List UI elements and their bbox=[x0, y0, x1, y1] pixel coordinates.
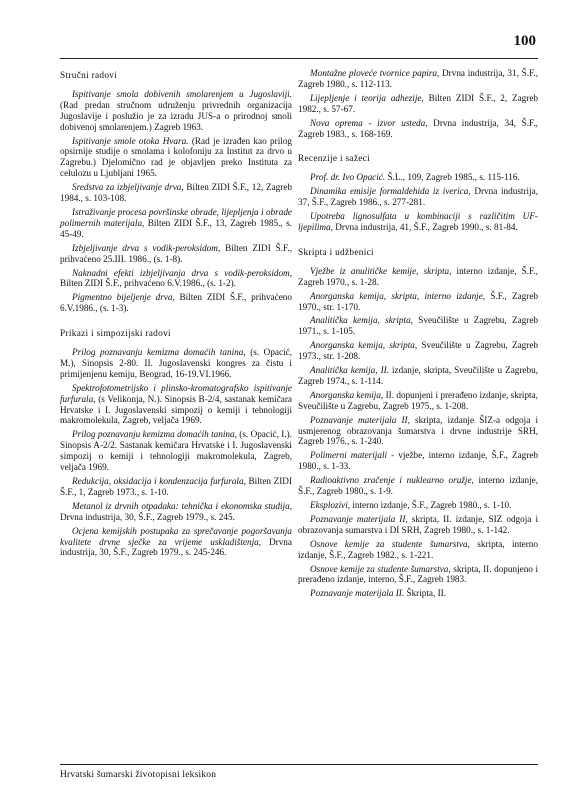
bibliography-entry bbox=[60, 526, 292, 559]
entry-title: Anorganska kemija, skripta, bbox=[310, 340, 418, 351]
bibliography-entry bbox=[298, 365, 538, 387]
entry-details: (Rad predan stručnom udruženju privrednih organizacija Jugoslavije i poslužio je za izradu JUS-a o prirodnoj smoli dobivenoj smolarenjem.) Zagreb 1963. bbox=[60, 99, 292, 132]
bibliography-entry bbox=[60, 243, 292, 265]
entry-details: Drvna industrija, 37, Š.F., Zagreb 1986., s. 277-281. bbox=[298, 186, 538, 208]
entry-details: skripta, II. dopunjeno i prerađeno izdanje, interno, Š.F., Zagreb 1983. bbox=[298, 563, 539, 585]
footer-rule bbox=[60, 764, 538, 765]
entry-title: Istraživanje procesa površinske obrade, lijepljenja i obrade polimernih materijala, bbox=[60, 206, 292, 228]
section-heading: Recenzije i sažeci bbox=[298, 154, 370, 165]
bibliography-entry bbox=[298, 415, 538, 448]
entry-details: - vježbe, interno izdanje, Š.F., Zagreb 1980., s. 1-33. bbox=[298, 450, 538, 472]
bibliography-entry bbox=[298, 588, 538, 599]
section-heading: Prikazi i simpozijski radovi bbox=[60, 329, 171, 340]
entry-details: Bilten ZIDI Š.F., prihvaćeno 6.V.1986., (s. 1-2). bbox=[60, 278, 236, 289]
entry-details: skripta, izdanje ŠIZ-a odgoja i usmjerenog obrazovanja šumarstva i drvne industrije SRH, Zagreb 1976., s. 1-240. bbox=[298, 414, 538, 447]
section-heading: Skripta i udžbenici bbox=[298, 247, 374, 258]
bibliography-entry bbox=[298, 390, 538, 412]
bibliography-entry bbox=[60, 136, 292, 180]
bibliography-entry bbox=[60, 268, 292, 290]
entry-title: Metanol iz drvnih otpadaka: tehnička i ekonomska studija, bbox=[72, 500, 292, 511]
entry-details: Drvna industrija, 30, Š.F., Zagreb 1979., s. 245. bbox=[60, 511, 235, 522]
section-gap bbox=[298, 142, 538, 151]
entry-details: interno izdanje, Š.F., Zagreb 1970., s. 1-28. bbox=[298, 265, 538, 287]
entry-details: Drvna industrija, 30, Š.F., Zagreb 1979., s. 245-246. bbox=[60, 536, 292, 558]
entry-title: Nova oprema - izvor usteda, bbox=[310, 117, 428, 128]
bibliography-entry bbox=[60, 292, 292, 314]
entry-details: izdanje, skripta, Sveučilište u Zagrebu, Zagreb 1974., s. 1-114. bbox=[298, 365, 538, 386]
entry-details: skripta, interno izdanje, Š.F., Zagreb 1982., s. 1-221. bbox=[298, 538, 538, 560]
footer: Hrvatski šumarski životopisni leksikon bbox=[60, 770, 217, 780]
entry-details: Sveučilište u Zagrebu, Zagreb 1973., str. 1-208. bbox=[298, 340, 538, 362]
entry-details: Drvna industrija, 31, Š.F., Zagreb 1980., s. 112-113. bbox=[298, 68, 538, 89]
entry-details: Drvna industrija, 34, Š.F., Zagreb 1983., s. 168-169. bbox=[298, 117, 538, 139]
bibliography-entry bbox=[298, 68, 538, 90]
entry-title: Osnove kemije za studente šumarstva, bbox=[310, 538, 470, 549]
bibliography-entry bbox=[298, 500, 538, 511]
bibliography-entry bbox=[298, 315, 538, 337]
bibliography-entry bbox=[298, 450, 538, 472]
bibliography-entry bbox=[298, 514, 538, 536]
right-column bbox=[298, 68, 538, 602]
entry-title: Poznavanje materijala II, bbox=[310, 513, 408, 524]
entry-details: Škripta, II. bbox=[404, 588, 447, 599]
entry-title: Upotreba lignosulfata u kombinaciji s različitim UF-ljepilima, bbox=[298, 211, 538, 232]
entry-title: Polimerni materijali bbox=[310, 450, 388, 461]
entry-title: Naknadni efekti izbjeljivanja drva s vodik-peroksidom, bbox=[72, 267, 292, 278]
entry-title: Anorganska kemija, skripta, interno izdanje, bbox=[310, 290, 486, 301]
entry-details: Bilten ZIDI Š.F., prihvaćeno 6.V.1986., (s. 1-3). bbox=[60, 292, 292, 314]
entry-details: Drvna industrija, 41, Š.F., Zagreb 1990., s. 81-84. bbox=[332, 221, 518, 232]
section-gap bbox=[298, 236, 538, 245]
bibliography-entry bbox=[60, 89, 292, 133]
entry-title: Ocjena kemijskih postupaka za sprečavanje pogoršavanja kvalitete drvne sječke za vrijeme uskladištenja, bbox=[60, 525, 292, 547]
entry-details: (s. Opacić, M.), Sinopsis 2-80. II. Jugoslavenski kongres za čistu i primijenjenu kemiju, Beograd, 16-19.VI.1966. bbox=[60, 347, 292, 379]
entry-title: Prof. dr. Ivo Opacić. bbox=[310, 172, 386, 183]
entry-title: Analitička kemija, II. bbox=[310, 365, 389, 376]
bibliography-entry bbox=[298, 211, 538, 233]
entry-details: (s Velikonja, N.). Sinopsis B-2/4, sastanak kemičara Hrvatske i I. Jugoslavenski simpozij o kemiji i tehnologiji makromolekula, Zagreb, veljača 1969. bbox=[60, 393, 292, 426]
entry-details: skripta, II. izdanje, SIZ odgoja i obrazovanja sumarstva i DI SRH, Zagreb 1980., s. 1-142. bbox=[298, 513, 538, 535]
bibliography-entry bbox=[298, 340, 538, 362]
header-rule bbox=[60, 58, 538, 59]
bibliography-entry bbox=[60, 383, 292, 427]
bibliography-entry bbox=[298, 118, 538, 140]
left-column bbox=[60, 68, 292, 561]
entry-title: Redukcija, oksidacija i kondenzacija furfurala, bbox=[72, 476, 246, 486]
entry-title: Anorganska kemija, bbox=[310, 389, 384, 400]
entry-title: Pigmentno bijeljenje drva, bbox=[72, 292, 175, 303]
page-number: 100 bbox=[513, 33, 536, 49]
bibliography-entry bbox=[298, 186, 538, 208]
entry-details: (s. Opacić, I.). Sinopsis A-2/2. Sastanak kemičara Hrvatske i I. Jugoslavenski simpozij o kemiji i tehnologiji makromolekula, Zagreb, veljača 1969. bbox=[60, 429, 292, 473]
bibliography-entry bbox=[298, 266, 538, 288]
bibliography-entry bbox=[298, 172, 538, 183]
bibliography-entry bbox=[60, 429, 292, 473]
entry-details: Bilten ZIDI Š.F., 2, Zagreb 1982., s. 57-67. bbox=[298, 92, 538, 114]
entry-details: Bilten ZIDI Š.F., prihvaćeno 25.III. 1986., (s. 1-8). bbox=[60, 242, 292, 264]
bibliography-entry bbox=[298, 539, 538, 561]
entry-details: Bilten ZIDI Š.F., 12, Zagreb 1984., s. 103-108. bbox=[60, 182, 292, 204]
bibliography-entry bbox=[60, 347, 292, 380]
entry-title: Ispitivanje smole otoka Hvara. bbox=[72, 135, 189, 146]
bibliography-entry bbox=[60, 501, 292, 523]
entry-title: Ispitivanje smola dobivenih smolarenjem u Jugoslaviji. bbox=[72, 88, 292, 99]
bibliography-entry bbox=[298, 564, 538, 586]
bibliography-entry bbox=[60, 207, 292, 240]
entry-title: Radioaktivno zračenje i nuklearno oružje, bbox=[310, 475, 474, 486]
entry-title: Osnove kemije za studente šumarstva, bbox=[310, 563, 451, 574]
entry-details: Š.F., Zagreb 1970., str. 1-170. bbox=[298, 290, 539, 312]
entry-details: Bilten ZIDI Š.F., 1, Zagreb 1973., s. 1-10. bbox=[60, 476, 293, 497]
section-heading: Stručni radovi bbox=[60, 71, 118, 81]
entry-details: (Rad je izrađen kao prilog opsirnije studije o smolama i kolofoniju za Institut za drvo u Zagrebu.) Djelomično rad je objavljen preko Instituta za celulozu u Ljubljani 1965. bbox=[60, 135, 293, 179]
entry-details: interno izdanje, Š.F., Zagreb 1980., s. 1-10. bbox=[350, 500, 512, 510]
entry-title: Lijepljenje i teorija adhezije, bbox=[310, 92, 424, 103]
entry-title: Prilog poznavanju kemizma domaćih tanina, bbox=[72, 347, 246, 358]
entry-details: Bilten ZIDI Š.F., 13, Zagreb 1985., s. 45-49. bbox=[60, 217, 292, 239]
entry-title: Analitička kemija, skripta, bbox=[310, 315, 413, 326]
bibliography-entry bbox=[298, 475, 538, 497]
entry-title: Vježbe iz anulitičke kemije, skripta, bbox=[310, 265, 452, 276]
bibliography-entry bbox=[298, 93, 538, 115]
entry-details: II. dopunjeni i prerađeno izdanje, skripta, Sveučilište u Zagrebu, Zagreb 1975., s. 1-208. bbox=[298, 389, 538, 411]
entry-title: Dinamika emisije formaldehida iz iverica, bbox=[310, 186, 471, 197]
entry-title: Poznavanje materijala II, bbox=[310, 414, 410, 425]
entry-details: interno izdanje, Š.F., Zagreb 1980., s. 1-9. bbox=[298, 475, 538, 497]
entry-details: Sveučilište u Zagrebu, Zagreb 1971., s. 1-105. bbox=[298, 315, 538, 337]
bibliography-entry bbox=[298, 291, 538, 313]
entry-details: Š.L., 109, Zagreb 1985., s. 115-116. bbox=[385, 172, 520, 183]
entry-title: Izbjeljivanje drva s vodik-peroksidom, bbox=[72, 242, 221, 253]
entry-title: Eksplozivi, bbox=[310, 500, 351, 510]
entry-title: Poznavanje materijala II. bbox=[310, 588, 405, 599]
bibliography-entry bbox=[60, 476, 292, 498]
bibliography-entry bbox=[60, 182, 292, 204]
section-gap bbox=[60, 317, 292, 326]
entry-title: Prilog poznavanju kemizma domaćih tanina, bbox=[72, 429, 237, 440]
entry-title: Montažne ploveće tvornice papira, bbox=[310, 68, 440, 78]
entry-title: Sredstva za izbjeljivanje drva, bbox=[72, 182, 184, 193]
entry-title: Spektrofotometrijsko i plinsko-kromatografsko ispitivanje furfurala, bbox=[60, 382, 292, 404]
